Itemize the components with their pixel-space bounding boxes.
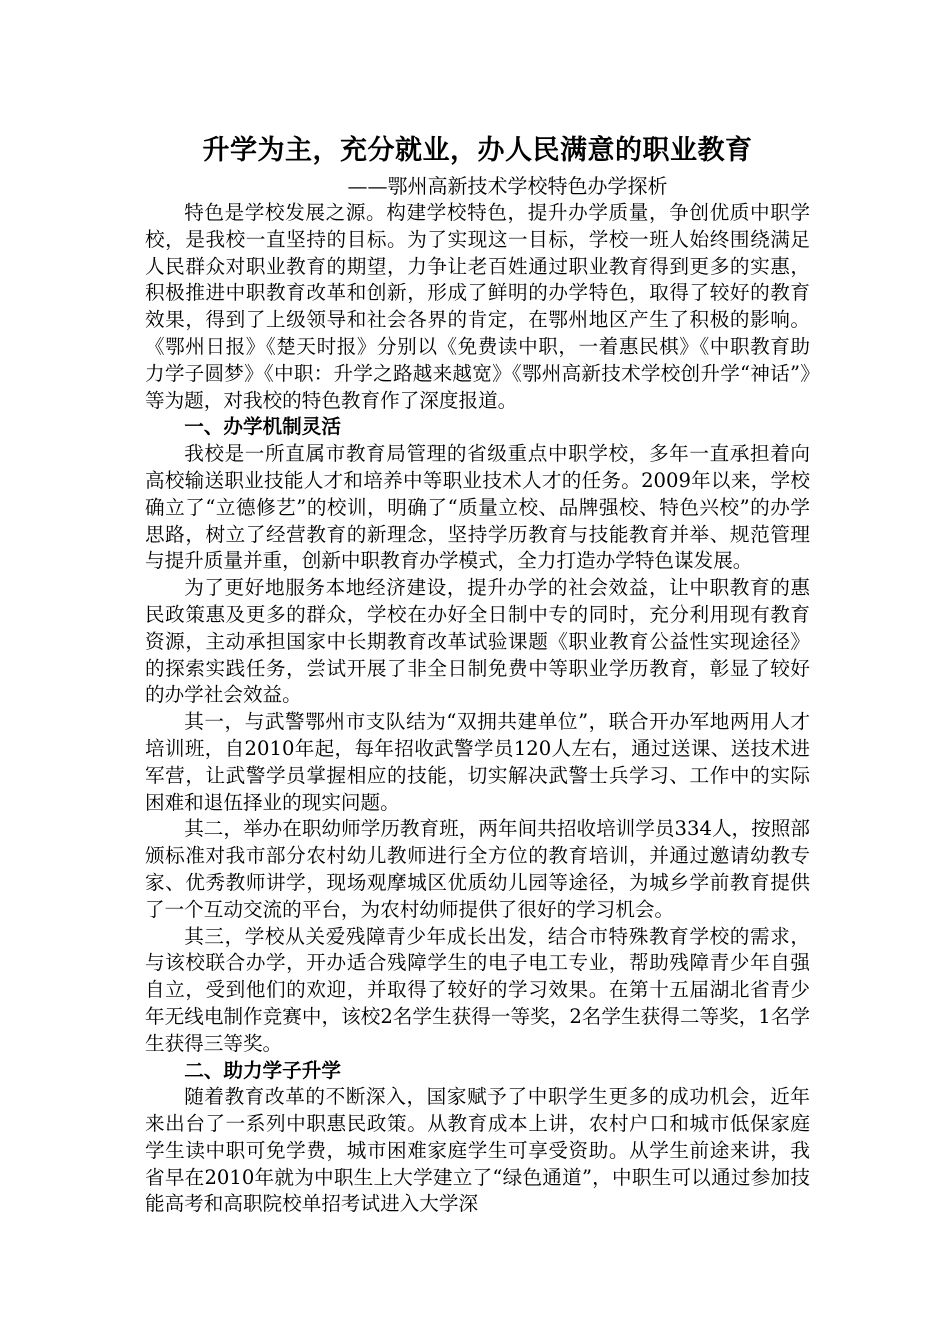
document-page [145,130,810,1218]
section1-paragraph-3: 其一，与武警鄂州市支队结为“双拥共建单位”，联合开办军地两用人才培训班，自2010年起，每年招收武警学员120人左右，通过送课、送技术进军营，让武警学员掌握相应的技能，切实解决武警士兵学习、工作中的实际困难和退伍择业的现实问题。 [145,710,810,814]
document-subtitle: ——鄂州高新技术学校特色办学探析 [347,174,668,198]
section1-paragraph-4: 其二，举办在职幼师学历教育班，两年间共招收培训学员334人，按照部颁标准对我市部分农村幼儿教师进行全方位的教育培训，并通过邀请幼教专家、优秀教师讲学，现场观摩城区优质幼儿园等途径，为城乡学前教育提供了一个互动交流的平台，为农村幼师提供了很好的学习机会。 [145,817,810,921]
section1-paragraph-2: 为了更好地服务本地经济建设，提升办学的社会效益，让中职教育的惠民政策惠及更多的群众，学校在办好全日制中专的同时，充分利用现有教育资源，主动承担国家中长期教育改革试验课题《职业教育公益性实现途径》的探索实践任务，尝试开展了非全日制免费中等职业学历教育，彰显了较好的办学社会效益。 [145,576,810,707]
section1-paragraph-1: 我校是一所直属市教育局管理的省级重点中职学校，多年一直承担着向高校输送职业技能人才和培养中等职业技术人才的任务。2009年以来，学校确立了“立德修艺”的校训，明确了“质量立校、品牌强校、特色兴校”的办学思路，树立了经营教育的新理念，坚持学历教育与技能教育并举、规范管理与提升质量并重，创新中职教育办学模式，全力打造办学特色谋发展。 [145,442,810,573]
section-heading-2: 二、助力学子升学 [184,1058,341,1082]
section1-paragraph-5: 其三，学校从关爱残障青少年成长出发，结合市特殊教育学校的需求，与该校联合办学，开办适合残障学生的电子电工专业，帮助残障青少年自强自立，受到他们的欢迎，并取得了较好的学习效果。在第十五届湖北省青少年无线电制作竞赛中，该校2名学生获得一等奖，2名学生获得二等奖，1名学生获得三等奖。 [145,924,810,1055]
intro-paragraph: 特色是学校发展之源。构建学校特色，提升办学质量，争创优质中职学校，是我校一直坚持的目标。为了实现这一目标，学校一班人始终围绕满足人民群众对职业教育的期望，力争让老百姓通过职业教育得到更多的实惠，积极推进中职教育改革和创新，形成了鲜明的办学特色，取得了较好的教育效果，得到了上级领导和社会各界的肯定，在鄂州地区产生了积极的影响。《鄂州日报》《楚天时报》分别以《免费读中职，一着惠民棋》《中职教育助力学子圆梦》《中职：升学之路越来越宽》《鄂州高新技术学校创升学“神话”》等为题，对我校的特色教育作了深度报道。 [145,201,810,412]
document-title: 升学为主，充分就业，办人民满意的职业教育 [202,135,753,166]
section2-paragraph-1: 随着教育改革的不断深入，国家赋予了中职学生更多的成功机会，近年来出台了一系列中职惠民政策。从教育成本上讲，农村户口和城市低保家庭学生读中职可免学费，城市困难家庭学生可享受资助。从学生前途来讲，我省早在2010年就为中职生上大学建立了“绿色通道”，中职生可以通过参加技能高考和高职院校单招考试进入大学深 [145,1085,810,1216]
section-heading-1: 一、办学机制灵活 [184,415,341,439]
